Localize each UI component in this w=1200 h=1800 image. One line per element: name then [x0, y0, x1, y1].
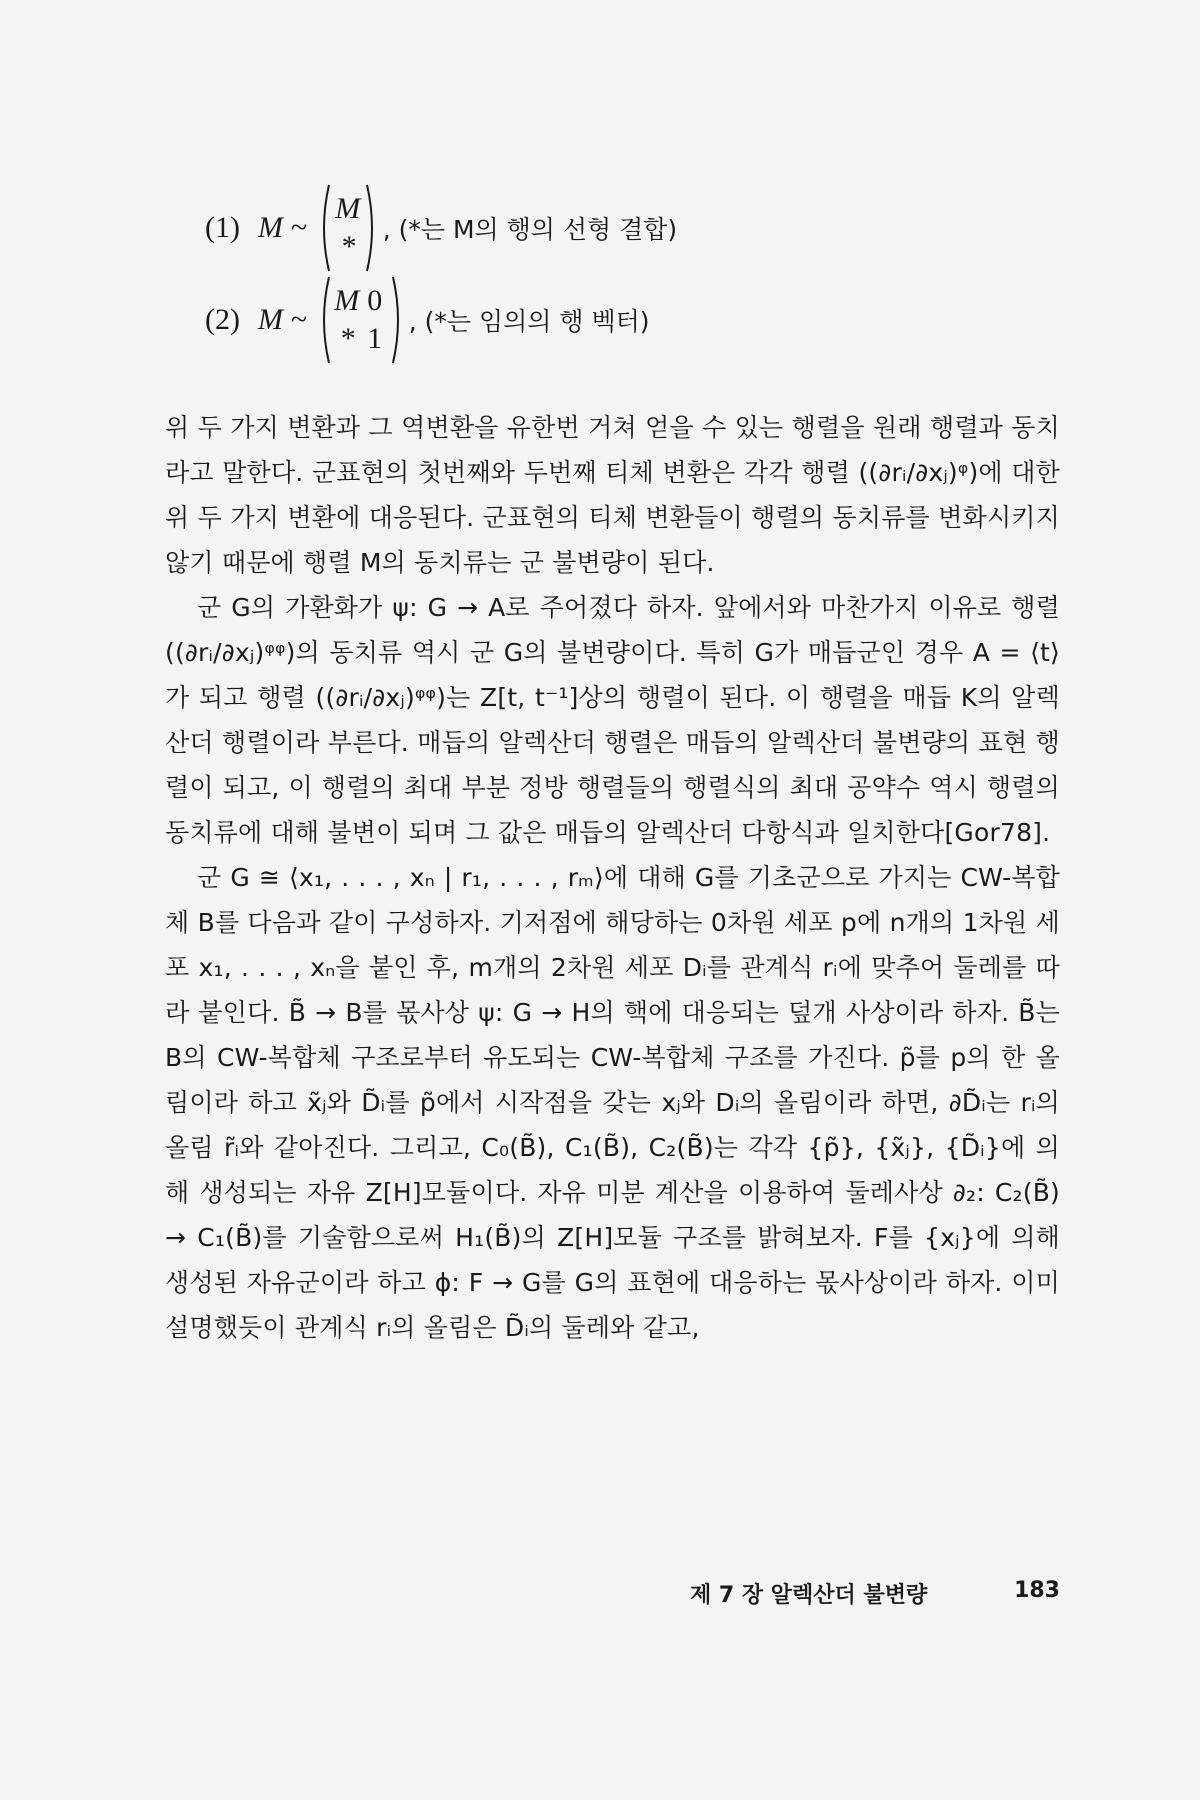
matrix-cell: 0 — [367, 284, 383, 317]
matrix-cells — [333, 275, 389, 365]
matrix-cell: M — [335, 192, 361, 225]
matrix-cell: 1 — [367, 322, 383, 355]
page-number: 183 — [1014, 1578, 1060, 1603]
paragraph: 군 G ≅ ⟨x₁, . . . , xₙ | r₁, . . . , rₘ⟩에 대해 G를 기초군으로 가지는 CW-복합체 B를 다음과 같이 구성하자. 기저점에 해당하는 0차원 세포 p에 n개의 1차원 세포 x₁, . . . , xₙ을 붙인 후, m개의 2차원 세포 Dᵢ를 관계식 rᵢ에 맞추어 둘레를 따라 붙인다. B̃ → B를 몫사상 ψ: G → H의 핵에 대응되는 덮개 사상이라 하자. B̃는 B의 CW-복합체 구조로부터 유도되는 CW-복합체 구조를 가진다. p̃를 p의 한 올림이라 하고 x̃ⱼ와 D̃ᵢ를 p̃에서 시작점을 갖는 xⱼ와 Dᵢ의 올림이라 하면, ∂D̃ᵢ는 rᵢ의 올림 r̃ᵢ와 같아진다. 그리고, C₀(B̃), C₁(B̃), C₂(B̃)는 각각 {p̃}, {x̃ⱼ}, {D̃ᵢ}에 의해 생성되는 자유 Z[H]모듈이다. 자유 미분 계산을 이용하여 둘레사상 ∂₂: C₂(B̃) → C₁(B̃)를 기술함으로써 H₁(B̃)의 Z[H]모듈 구조를 밝혀보자. F를 {xⱼ}에 의해 생성된 자유군이라 하고 ϕ: F → G를 G의 표현에 대응하는 몫사상이라 하자. 이미 설명했듯이 관계식 rᵢ의 올림은 D̃ᵢ의 둘레와 같고, — [165, 863, 1060, 1342]
paragraph: 위 두 가지 변환과 그 역변환을 유한번 거쳐 얻을 수 있는 행렬을 원래 행렬과 동치라고 말한다. 군표현의 첫번째와 두번째 티체 변환은 각각 행렬 ((∂rᵢ/∂xⱼ)ᵠ)에 대한 위 두 가지 변환에 대응된다. 군표현의 티체 변환들이 행렬의 동치류를 변화시키지 않기 때문에 행렬 M의 동치류는 군 불변량이 된다. — [165, 413, 1060, 577]
matrix-cell: * — [339, 322, 355, 355]
matrix-cell: * — [340, 230, 356, 263]
formula-2 — [205, 275, 650, 365]
matrix-cell: M — [334, 284, 360, 317]
matrix-cells — [333, 183, 363, 273]
formula-number: (1) — [205, 211, 240, 244]
formula-lhs: M ~ — [257, 303, 307, 336]
formula-1 — [205, 183, 677, 273]
formula-lhs: M ~ — [257, 211, 307, 244]
formula-note: , (*는 M의 행의 선형 결합) — [382, 215, 678, 244]
body-text — [165, 405, 1060, 1350]
page-footer — [690, 1578, 1060, 1609]
column-vector-matrix — [317, 183, 379, 273]
formula-number: (2) — [205, 303, 240, 336]
paragraph: 군 G의 가환화가 ψ: G → A로 주어졌다 하자. 앞에서와 마찬가지 이유로 행렬 ((∂rᵢ/∂xⱼ)ᵠᵠ)의 동치류 역시 군 G의 불변량이다. 특히 G가 매듭군인 경우 A = ⟨t⟩가 되고 행렬 ((∂rᵢ/∂xⱼ)ᵠᵠ)는 Z[t, t⁻¹]상의 행렬이 된다. 이 행렬을 매듭 K의 알렉산더 행렬이라 부른다. 매듭의 알렉산더 행렬은 매듭의 알렉산더 불변량의 표현 행렬이 되고, 이 행렬의 최대 부분 정방 행렬들의 행렬식의 최대 공약수 역시 행렬의 동치류에 대해 불변이 되며 그 값은 매듭의 알렉산더 다항식과 일치한다[Gor78]. — [165, 593, 1060, 847]
chapter-title: 제 7 장 알렉산더 불변량 — [690, 1583, 928, 1608]
block-matrix — [317, 275, 405, 365]
formula-note: , (*는 임의의 행 벡터) — [408, 307, 650, 336]
